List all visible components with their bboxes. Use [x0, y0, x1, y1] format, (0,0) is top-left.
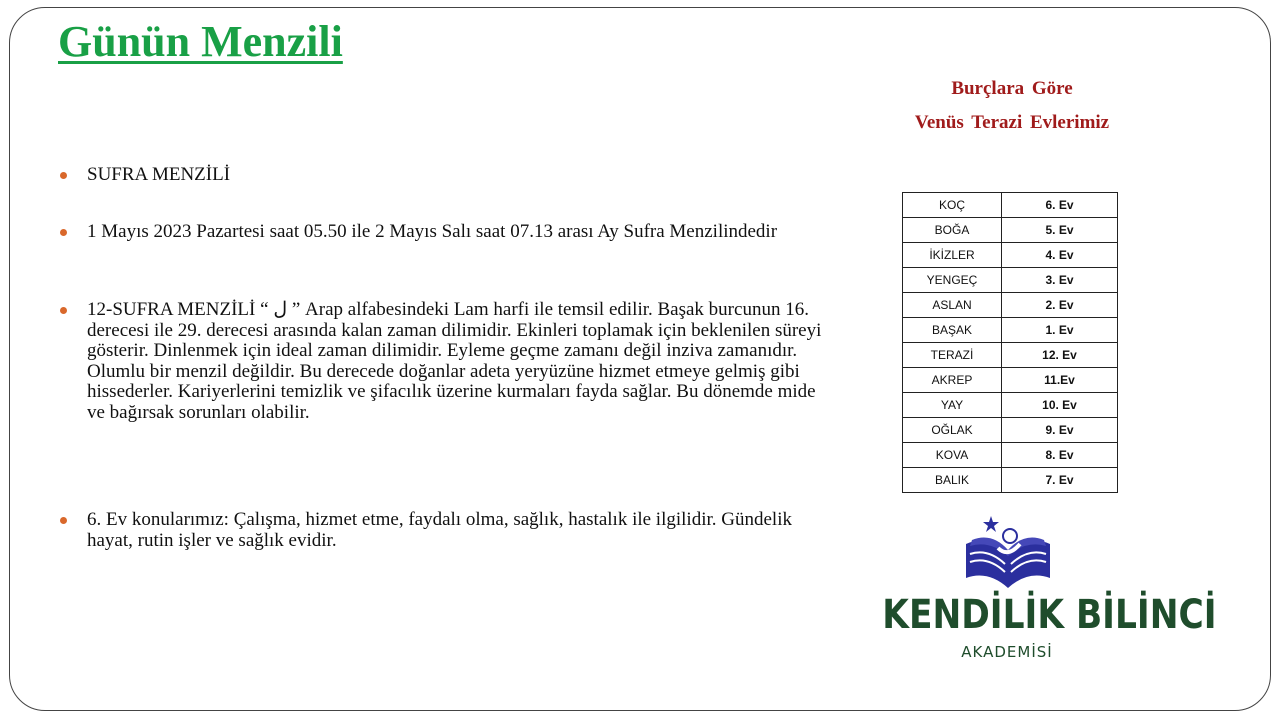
table-row: [903, 368, 1118, 393]
bullet-text: 6. Ev konularımız: Çalışma, hizmet etme, faydalı olma, sağlık, hastalık ile ilgilidir. Gündelik hayat, rutin işler ve sağlık evidir.: [87, 509, 792, 551]
table-row: [903, 418, 1118, 443]
table-row: [903, 343, 1118, 368]
bullet-dot-icon: [60, 172, 67, 179]
bullet-item: [60, 300, 830, 423]
sign-cell: KOVA: [903, 443, 1002, 468]
bullet-item: [60, 165, 830, 186]
sign-cell: BALIK: [903, 468, 1002, 493]
bullet-item: [60, 222, 830, 243]
house-cell: 10. Ev: [1002, 393, 1118, 418]
house-cell: 6. Ev: [1002, 193, 1118, 218]
house-cell: 12. Ev: [1002, 343, 1118, 368]
table-row: [903, 193, 1118, 218]
sign-cell: BOĞA: [903, 218, 1002, 243]
sign-cell: YAY: [903, 393, 1002, 418]
table-row: [903, 293, 1118, 318]
house-cell: 4. Ev: [1002, 243, 1118, 268]
sign-cell: OĞLAK: [903, 418, 1002, 443]
sign-cell: YENGEÇ: [903, 268, 1002, 293]
subtitle-line-1: Burçlara Göre: [951, 78, 1073, 99]
sign-cell: BAŞAK: [903, 318, 1002, 343]
open-book-icon: [958, 514, 1058, 592]
bullet-dot-icon: [60, 307, 67, 314]
bullet-text: 12-SUFRA MENZİLİ “ ل ” Arap alfabesindeki Lam harfi ile temsil edilir. Başak burcunun 16. derecesi ile 29. derecesi arasında kalan zaman dilimidir. Ekinleri toplamak için beklenilen süreyi gösterir. Dinlenmek için ideal zaman dilimidir. Eyleme geçme zamanı değil inziva zamanıdır. Olumlu bir menzil değildir. Bu derecede doğanlar adeta yeryüzüne hizmet etmeye gelmiş gibi hissederler. Kariyerlerini temizlik ve şifacılık üzerine kurmaları fayda sağlar. Bu dönemde mide ve bağırsak sorunları olabilir.: [87, 299, 822, 423]
bullet-text: 1 Mayıs 2023 Pazartesi saat 05.50 ile 2 Mayıs Salı saat 07.13 arası Ay Sufra Menzilindedir: [87, 221, 778, 242]
table-row: [903, 218, 1118, 243]
house-cell: 9. Ev: [1002, 418, 1118, 443]
sign-cell: ASLAN: [903, 293, 1002, 318]
academy-logo: [862, 512, 1217, 662]
houses-table: [902, 192, 1118, 493]
table-row: [903, 393, 1118, 418]
house-cell: 5. Ev: [1002, 218, 1118, 243]
slide-title: Günün Menzili: [58, 17, 343, 66]
table-row: [903, 268, 1118, 293]
sign-cell: TERAZİ: [903, 343, 1002, 368]
bullet-item: [60, 510, 830, 551]
logo-subtitle: AKADEMİSİ: [961, 643, 1053, 661]
house-cell: 11.Ev: [1002, 368, 1118, 393]
sign-cell: KOÇ: [903, 193, 1002, 218]
table-row: [903, 443, 1118, 468]
sign-cell: İKİZLER: [903, 243, 1002, 268]
house-cell: 3. Ev: [1002, 268, 1118, 293]
bullet-text: SUFRA MENZİLİ: [87, 164, 231, 185]
subtitle-line-2: Venüs Terazi Evlerimiz: [914, 112, 1110, 133]
table-row: [903, 318, 1118, 343]
table-row: [903, 468, 1118, 493]
logo-name: KENDİLİK BİLİNCİ: [882, 592, 1217, 638]
house-cell: 7. Ev: [1002, 468, 1118, 493]
house-cell: 1. Ev: [1002, 318, 1118, 343]
bullet-dot-icon: [60, 517, 67, 524]
house-cell: 2. Ev: [1002, 293, 1118, 318]
table-row: [903, 243, 1118, 268]
house-cell: 8. Ev: [1002, 443, 1118, 468]
sign-cell: AKREP: [903, 368, 1002, 393]
bullet-dot-icon: [60, 229, 67, 236]
